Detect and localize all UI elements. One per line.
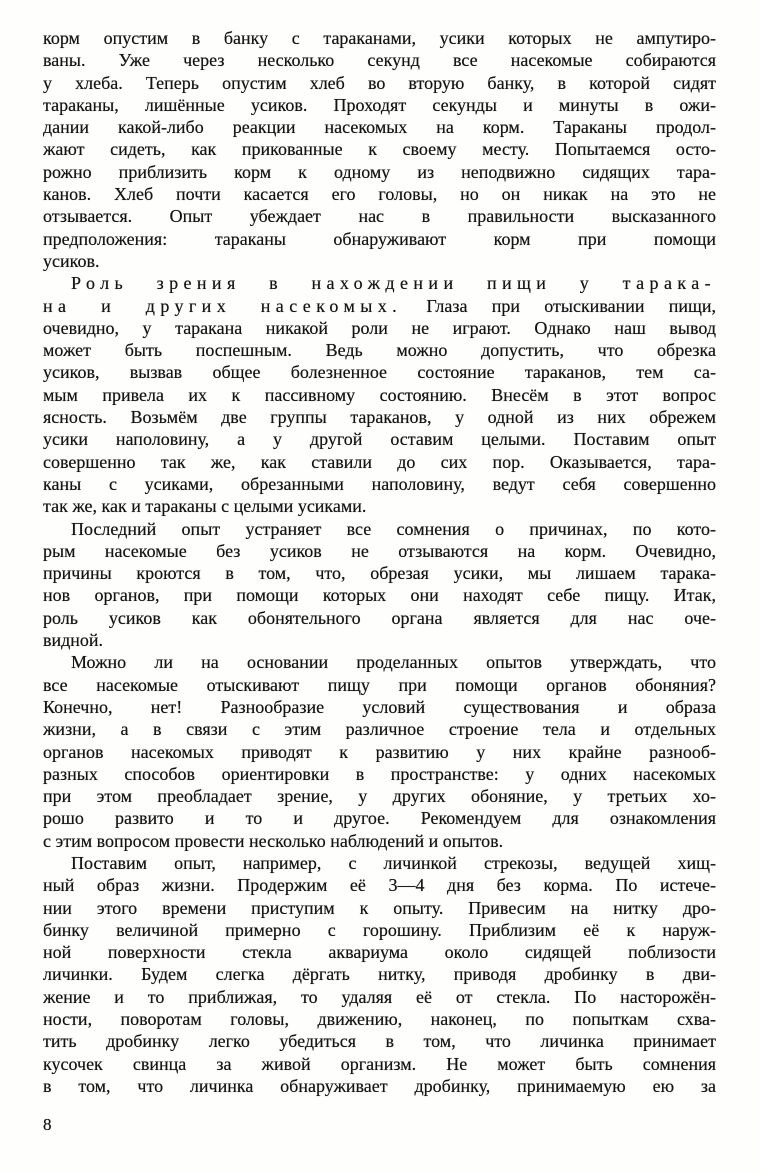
text-line bbox=[43, 584, 716, 606]
body-text: видной. bbox=[43, 630, 104, 651]
body-text: с этим вопросом провести несколько наблюдений и опытов. bbox=[43, 830, 504, 851]
text-line bbox=[43, 807, 716, 829]
body-text: так же, как и тараканы с целыми усиками. bbox=[43, 496, 367, 517]
text-line bbox=[43, 897, 716, 919]
body-text: Последний опыт устраняет все сомнения о причинах, по кото- bbox=[71, 518, 716, 539]
text-line bbox=[43, 518, 716, 540]
text-line bbox=[43, 674, 716, 696]
body-text: жизни, а в связи с этим различное строение тела и отдельных bbox=[43, 719, 716, 740]
body-text: у хлеба. Теперь опустим хлеб во вторую банку, в которой сидят bbox=[43, 72, 716, 93]
body-text: дании какой-либо реакции насекомых на корм. Тараканы продол- bbox=[43, 117, 716, 138]
body-text: канов. Хлеб почти касается его головы, но он никак на это не bbox=[43, 184, 716, 205]
body-text: нии этого времени приступим к опыту. Привесим на нитку дро- bbox=[43, 897, 716, 918]
body-text: нов органов, при помощи которых они находят себе пищу. Итак, bbox=[43, 585, 716, 606]
body-text: в том, что личинка обнаруживает дробинку, принимаемую ею за bbox=[43, 1075, 716, 1096]
body-text: органов насекомых приводят к развитию у них крайне разнооб- bbox=[43, 741, 716, 762]
text-line bbox=[43, 473, 716, 495]
text-line bbox=[43, 72, 716, 94]
text-line bbox=[43, 607, 716, 629]
body-text: ной поверхности стекла аквариума около сидящей поблизости bbox=[43, 942, 716, 963]
body-text: кусочек свинца за живой организм. Не может быть сомнения bbox=[43, 1053, 716, 1074]
text-line bbox=[43, 384, 716, 406]
text-line bbox=[43, 495, 716, 517]
body-text: роль усиков как обонятельного органа является для нас оче- bbox=[43, 607, 716, 628]
body-text: разных способов ориентировки в пространстве: у одних насекомых bbox=[43, 763, 716, 784]
body-text: Поставим опыт, например, с личинкой стрекозы, ведущей хищ- bbox=[71, 852, 716, 873]
text-line bbox=[43, 874, 716, 896]
body-text: личинки. Будем слегка дёргать нитку, приводя дробинку в дви- bbox=[43, 964, 716, 985]
body-text: Глаза при отыскивании пищи, bbox=[402, 295, 716, 316]
text-line bbox=[43, 116, 716, 138]
text-line bbox=[43, 696, 716, 718]
text-line bbox=[43, 295, 716, 317]
text-line bbox=[43, 852, 716, 874]
body-text: тить дробинку легко убедиться в том, что личинка принимает bbox=[43, 1031, 716, 1052]
text-line bbox=[43, 272, 716, 294]
text-line bbox=[43, 540, 716, 562]
text-line bbox=[43, 161, 716, 183]
text-line bbox=[43, 27, 716, 49]
body-text: корм опустим в банку с тараканами, усики которых не ампутиро- bbox=[43, 28, 716, 48]
body-text: мым привела их к пассивному состоянию. Внесём в этот вопрос bbox=[43, 384, 716, 405]
body-text: усиков, вызвав общее болезненное состояние тараканов, тем са- bbox=[43, 362, 716, 383]
text-line bbox=[43, 763, 716, 785]
body-text: может быть поспешным. Ведь можно допустить, что обрезка bbox=[43, 340, 716, 361]
body-text: ясность. Возьмём две группы тараканов, у одной из них обрежем bbox=[43, 407, 716, 428]
text-line bbox=[43, 339, 716, 361]
text-line bbox=[43, 94, 716, 116]
body-text: рым насекомые без усиков не отзываются на корм. Очевидно, bbox=[43, 540, 716, 561]
body-text: ваны. Уже через несколько секунд все насекомые собираются bbox=[43, 50, 716, 71]
body-text: совершенно так же, как ставили до сих пор. Оказывается, тара- bbox=[43, 451, 716, 472]
text-line bbox=[43, 919, 716, 941]
body-text: Можно ли на основании проделанных опытов утверждать, что bbox=[71, 652, 716, 673]
text-block bbox=[43, 27, 716, 1097]
section-heading-text: на и других насекомых. bbox=[43, 295, 403, 316]
text-line bbox=[43, 250, 716, 272]
text-line bbox=[43, 986, 716, 1008]
text-line bbox=[43, 428, 716, 450]
text-line bbox=[43, 49, 716, 71]
text-line bbox=[43, 741, 716, 763]
text-line bbox=[43, 562, 716, 584]
body-text: Конечно, нет! Разнообразие условий существования и образа bbox=[43, 696, 716, 717]
body-text: причины кроются в том, что, обрезая усики, мы лишаем тарака- bbox=[43, 563, 716, 584]
body-text: при этом преобладает зрение, у других обоняние, у третьих хо- bbox=[43, 786, 716, 807]
text-line bbox=[43, 1075, 716, 1097]
body-text: жают сидеть, как прикованные к своему месту. Попытаемся осто- bbox=[43, 139, 716, 160]
text-line bbox=[43, 941, 716, 963]
text-line bbox=[43, 451, 716, 473]
body-text: ности, поворотам головы, движению, наконец, по попыткам схва- bbox=[43, 1009, 716, 1030]
body-text: рошо развито и то и другое. Рекомендуем для ознакомления bbox=[43, 808, 716, 829]
text-line bbox=[43, 138, 716, 160]
text-line bbox=[43, 183, 716, 205]
text-line bbox=[43, 205, 716, 227]
body-text: тараканы, лишённые усиков. Проходят секунды и минуты в ожи- bbox=[43, 94, 716, 115]
body-text: жение и то приближая, то удаляя её от стекла. По насторожён- bbox=[43, 986, 716, 1007]
body-text: рожно приблизить корм к одному из неподвижно сидящих тара- bbox=[43, 161, 716, 182]
text-line bbox=[43, 651, 716, 673]
body-text: очевидно, у таракана никакой роли не играют. Однако наш вывод bbox=[43, 317, 716, 338]
text-line bbox=[43, 228, 716, 250]
text-line bbox=[43, 361, 716, 383]
text-line bbox=[43, 317, 716, 339]
text-line bbox=[43, 406, 716, 428]
text-line bbox=[43, 629, 716, 651]
body-text: усиков. bbox=[43, 250, 100, 271]
text-line bbox=[43, 718, 716, 740]
body-text: отзывается. Опыт убеждает нас в правильности высказанного bbox=[43, 206, 716, 227]
text-line bbox=[43, 1030, 716, 1052]
text-line bbox=[43, 1008, 716, 1030]
section-heading-text: Роль зрения в нахождении пищи у тарака- bbox=[71, 273, 716, 294]
body-text: все насекомые отыскивают пищу при помощи органов обоняния? bbox=[43, 674, 716, 695]
body-text: ный образ жизни. Продержим её 3—4 дня без корма. По истече- bbox=[43, 875, 716, 896]
body-text: усики наполовину, а у другой оставим целыми. Поставим опыт bbox=[43, 429, 716, 450]
page-number: 8 bbox=[43, 1115, 52, 1135]
text-line bbox=[43, 830, 716, 852]
text-line bbox=[43, 1053, 716, 1075]
body-text: каны с усиками, обрезанными наполовину, ведут себя совершенно bbox=[43, 473, 716, 494]
body-text: предположения: тараканы обнаруживают корм при помощи bbox=[43, 228, 716, 249]
text-line bbox=[43, 963, 716, 985]
text-line bbox=[43, 785, 716, 807]
body-text: бинку величиной примерно с горошину. Приблизим её к наруж- bbox=[43, 919, 716, 940]
